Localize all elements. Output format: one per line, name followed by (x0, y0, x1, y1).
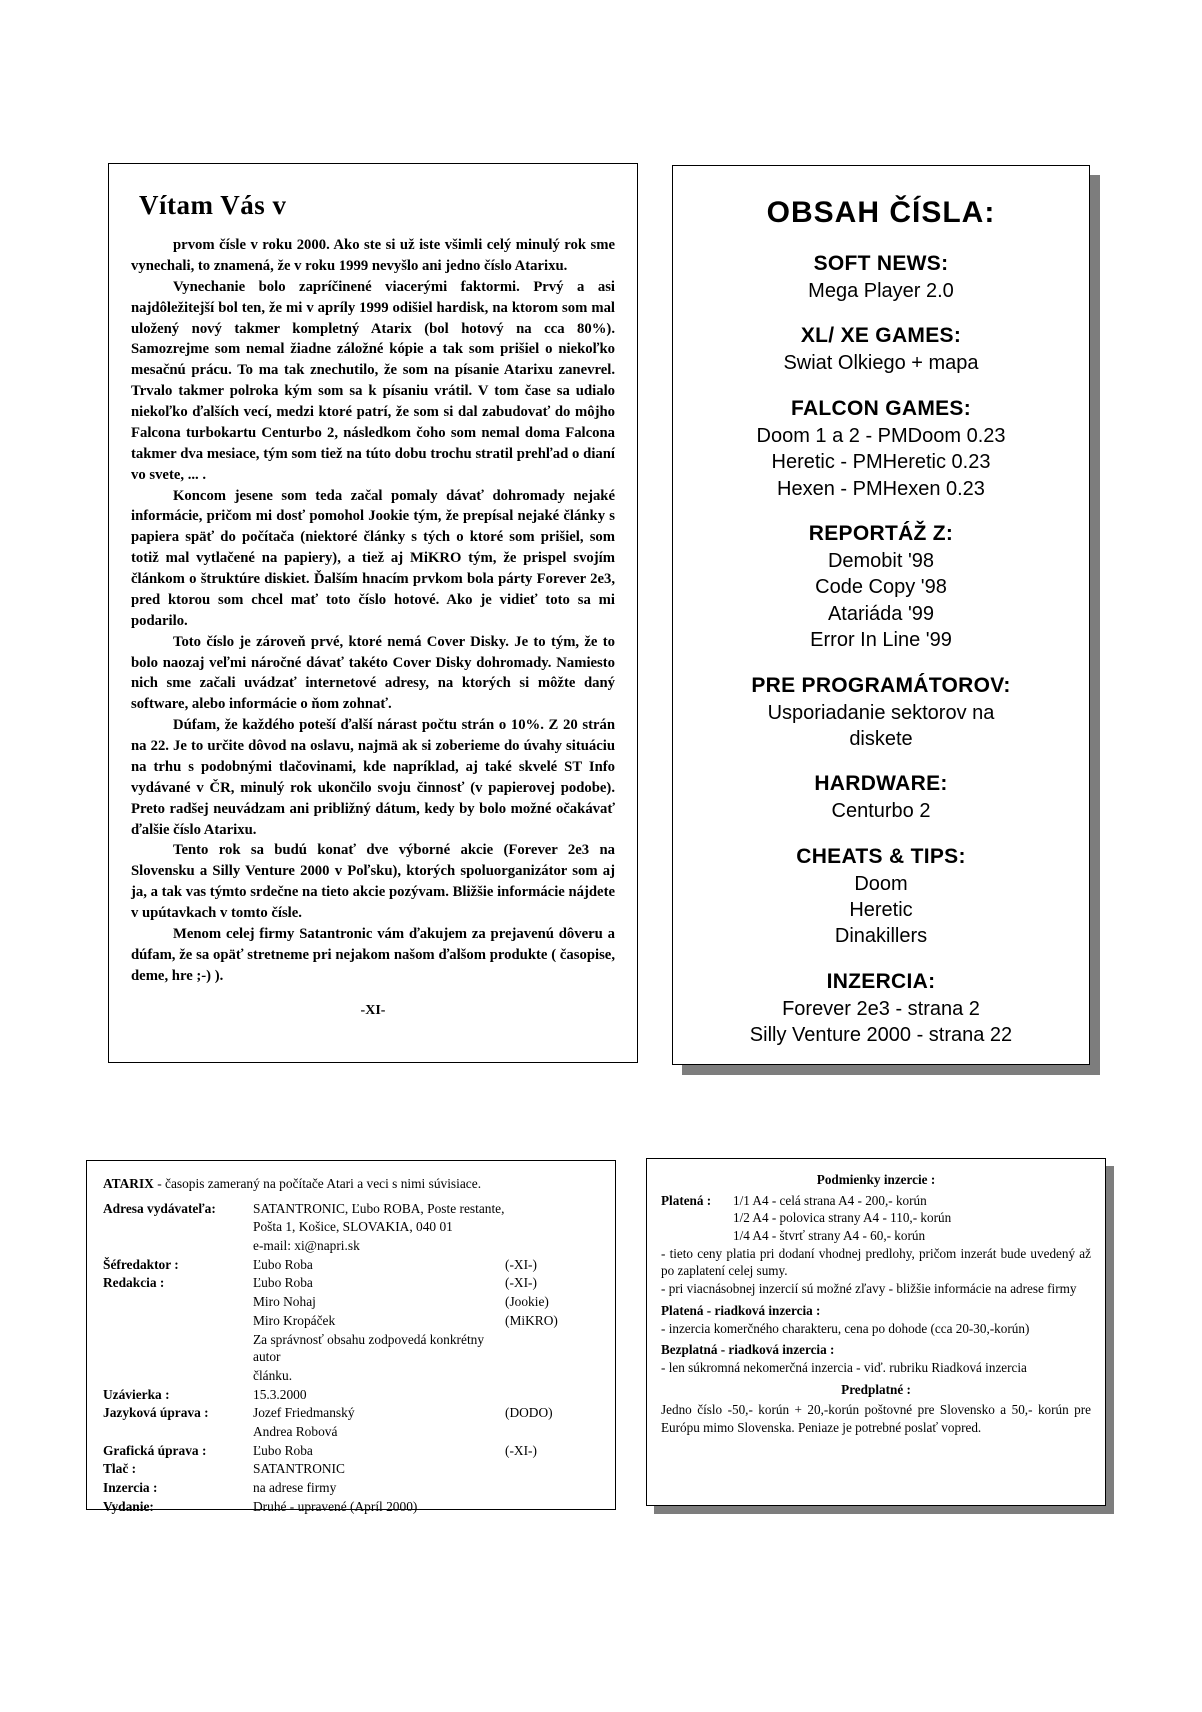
contents-entry[interactable]: Dinakillers (834, 925, 928, 948)
imprint-row-tag: (Jookie) (505, 1294, 549, 1310)
contents-entry[interactable]: Atariáda '99 (827, 602, 935, 625)
contents-entry[interactable]: Code Copy '98 (815, 576, 947, 599)
imprint-row-label: Uzávierka : (103, 1386, 170, 1402)
contents-entry[interactable]: Usporiadanie sektorov na (767, 701, 995, 724)
imprint-rows (103, 1200, 601, 1516)
ads-paid-item: 1/4 A4 - štvrť strany A4 - 60,- korún (733, 1228, 926, 1244)
imprint-intro (103, 1175, 601, 1193)
contents-entry[interactable]: Silly Venture 2000 - strana 22 (749, 1024, 1013, 1047)
contents-title: OBSAH ČÍSLA: (766, 196, 996, 229)
imprint-row-value: 15.3.2000 (253, 1386, 307, 1402)
ads-paid-item: 1/2 A4 - polovica strany A4 - 110,- korún (733, 1210, 952, 1226)
imprint-row-value: Jozef Friedmanský (253, 1405, 355, 1421)
imprint-row-label: Vydanie: (103, 1498, 154, 1514)
contents-section-heading: FALCON GAMES: (790, 396, 972, 420)
imprint-row (103, 1479, 601, 1497)
ads-paid-row (661, 1192, 1091, 1210)
imprint-row-value: Ľubo Roba (253, 1275, 313, 1291)
ads-subscription-head: Predplatné : (841, 1381, 911, 1397)
imprint-row-value: Miro Nohaj (253, 1294, 316, 1310)
contents-entry[interactable]: Centurbo 2 (831, 800, 931, 823)
editorial-paragraph: Menom celej firmy Satantronic vám ďakujem za prejavenú dôveru a dúfam, že sa opäť stretneme pri nejakom našom ďalšom produkte ( časopise, deme, hre ;-) ). (131, 925, 615, 984)
imprint-row (103, 1423, 601, 1441)
contents-section (683, 252, 1079, 304)
imprint-row-label: Adresa vydávateľa: (103, 1200, 216, 1216)
contents-entry[interactable]: Demobit '98 (827, 549, 935, 572)
imprint-row-tag (505, 1200, 601, 1218)
contents-section-heading: HARDWARE: (814, 772, 948, 796)
imprint-row-label (103, 1312, 253, 1330)
editorial-paragraph: Dúfam, že každého poteší ďalší nárast počtu strán o 10%. Z 20 strán na 22. Je to určite dôvod na oslavu, najmä ak si zoberieme do úvahy situáciu na trhu s podobnými tlačovinami, kde napríklad, aj také skvelé ST Info vydávané v ČR, minulý rok ukončilo svoju činnosť (v papierovej podobe). Preto radšej neuvádzam ani približný dátum, kedy by bolo možné očakávať ďalšie číslo Atarixu. (131, 717, 615, 838)
ads-subscription-text: Jedno číslo -50,- korún + 20,-korún poštovné pre Slovensko a 50,- korún pre Európu mimo Slovenska. Peniaze je potrebné poslať vopred. (661, 1402, 1091, 1435)
imprint-row-label: Šéfredaktor : (103, 1256, 179, 1272)
contents-entry[interactable]: Forever 2e3 - strana 2 (782, 997, 980, 1020)
editorial-paragraph: Toto číslo je zároveň prvé, ktoré nemá Cover Disky. Je to tým, že to bolo naozaj veľmi náročné dávať takéto Cover Disky dohromady. Namiesto nich sme začali uvádzať internetové adresy, na ktorých si môžte daný software, alebo informácie o ňom zohnať. (131, 633, 615, 713)
contents-section-heading: INZERCIA: (826, 969, 936, 993)
imprint-row-value: SATANTRONIC (253, 1461, 345, 1477)
imprint-row-value: Andrea Robová (253, 1423, 338, 1439)
imprint-row (103, 1498, 601, 1516)
contents-section (683, 522, 1079, 654)
imprint-row-label: Tlač : (103, 1461, 137, 1477)
contents-entry[interactable]: Hexen - PMHexen 0.23 (777, 477, 985, 500)
imprint-row-label: Jazyková úprava : (103, 1405, 209, 1421)
imprint-row-label (103, 1293, 253, 1311)
imprint-row (103, 1218, 601, 1236)
contents-panel (672, 165, 1090, 1065)
imprint-row-value: Druhé - upravené (Apríl 2000) (253, 1498, 418, 1514)
imprint-row (103, 1237, 601, 1255)
contents-section-heading: XL/ XE GAMES: (800, 324, 962, 348)
imprint-row (103, 1331, 601, 1366)
ads-paid-line-text: - inzercia komerčného charakteru, cena po dohode (cca 20-30,-korún) (661, 1320, 1030, 1336)
contents-section-heading: CHEATS & TIPS: (796, 844, 966, 868)
imprint-row-tag (505, 1498, 601, 1516)
imprint-row (103, 1386, 601, 1404)
imprint-row (103, 1256, 601, 1274)
contents-section (683, 674, 1079, 753)
contents-section-heading: PRE PROGRAMÁTOROV: (751, 673, 1011, 697)
ads-paid-label: Platená : (661, 1192, 712, 1208)
contents-entry[interactable]: Doom (854, 872, 908, 895)
ads-title: Podmienky inzercie : (816, 1172, 936, 1187)
imprint-row-label (103, 1331, 253, 1366)
imprint-row-value: SATANTRONIC, Ľubo ROBA, Poste restante, (253, 1200, 505, 1216)
contents-entry[interactable]: Heretic (849, 899, 913, 922)
ads-paid-line-head: Platená - riadková inzercia : (661, 1302, 821, 1318)
imprint-row-label (103, 1423, 253, 1441)
page-number: -XI- (360, 1002, 386, 1018)
imprint-row-tag (505, 1479, 601, 1497)
imprint-row (103, 1293, 601, 1311)
editorial-paragraph: Tento rok sa budú konať dve výborné akcie (Forever 2e3 na Slovensku a Silly Venture 2000 v Poľsku), ktorých spoluorganizátor som aj ja, a tak vas týmto srdečne na tieto akcie pozývam. Bližšie informácie nájdete v upútavkach v tomto čísle. (131, 842, 615, 921)
imprint-row-tag: (-XI-) (505, 1442, 537, 1458)
imprint-row-tag (505, 1218, 601, 1236)
imprint-row-value: Ľubo Roba (253, 1442, 313, 1458)
contents-entry[interactable]: Mega Player 2.0 (808, 280, 954, 302)
contents-entry[interactable]: Error In Line '99 (810, 629, 952, 652)
imprint-row-label: Grafická úprava : (103, 1442, 207, 1458)
imprint-row-value: článku. (253, 1367, 293, 1383)
imprint-row (103, 1460, 601, 1478)
contents-sections (683, 252, 1079, 1049)
imprint-row (103, 1442, 601, 1460)
editorial-paragraph: Koncom jesene som teda začal pomaly dávať dohromady nejaké informácie, pričom mi dosť pomohol Jookie tým, že prepísal nejaké články s papiera späť do počítača (niektoré články s tých o ktoré som prišiel, som totiž mal vytlačené na papiery), a tiež aj MiKRO tým, že prispel svojím článkom o štruktúre diskiet. Ďalším hnacím prvkom bola párty Forever 2e3, pred ktorou som chcel mať toto číslo hotové. Ako je vidieť toto sa mi podarilo. (131, 487, 615, 629)
imprint-row-label: Redakcia : (103, 1275, 165, 1291)
contents-entry[interactable]: Swiat Olkiego + mapa (783, 352, 979, 375)
imprint-row-label (103, 1367, 253, 1385)
imprint-row-tag (505, 1367, 601, 1385)
contents-section-heading: REPORTÁŽ Z: (808, 521, 954, 545)
imprint-intro-text: - časopis zameraný na počítače Atari a veci s nimi súvisiace. (153, 1176, 482, 1191)
imprint-row-label (103, 1237, 253, 1255)
ads-paid-item: 1/1 A4 - celá strana A4 - 200,- korún (733, 1192, 927, 1208)
imprint-row-tag (505, 1237, 601, 1255)
contents-section (683, 324, 1079, 376)
imprint-row-value: Pošta 1, Košice, SLOVAKIA, 040 01 (253, 1219, 453, 1235)
imprint-row-value: Miro Kropáček (253, 1312, 336, 1328)
editorial-paragraph: Vynechanie bolo zapríčinené viacerými faktormi. Prvý a asi najdôležitejší bol ten, že mi v apríly 1999 odišiel hardisk, na ktorom som mal uložený nový takmer kompletný Atarix (bol hotový na cca 80%). Samozrejme som nemal žiadne záložné kópie a tak som prišiel o niekoľko mesačnú prácu. To ma tak znechutilo, že som na písanie Atarixu zanevrel. Trvalo takmer polroka kým som sa k písaniu vrátil. V tom čase sa udialo niekoľko ďalších vecí, medzi ktoré patrí, že som si dal zabudovať do môjho Falcona turbokartu Centurbo 2, následkom čoho som nemal doma Falcona takmer dva mesiace, tým som tiež na túto dobu trochu stratil prehľad o dianí vo svete, ... . (131, 278, 615, 483)
imprint-row (103, 1367, 601, 1385)
contents-section (683, 772, 1079, 824)
ads-panel (646, 1158, 1106, 1506)
contents-section (683, 845, 1079, 950)
imprint-row-tag (505, 1331, 601, 1366)
magazine-name: ATARIX (103, 1176, 154, 1191)
imprint-row-tag: (-XI-) (505, 1256, 537, 1272)
imprint-row-tag (505, 1460, 601, 1478)
ads-note: - tieto ceny platia pri dodaní vhodnej predlohy, pričom inzerát bude uvedený až po zaplatení celej sumy. (661, 1245, 1091, 1279)
contents-section-heading: SOFT NEWS: (813, 252, 949, 275)
imprint-row-value: Za správnosť obsahu zodpovedá konkrétny autor (253, 1331, 485, 1365)
imprint-row-label: Inzercia : (103, 1480, 158, 1495)
imprint-row-value: na adrese firmy (253, 1480, 337, 1495)
editorial-panel (108, 163, 638, 1063)
imprint-row (103, 1404, 601, 1422)
ads-free-line-text: - len súkromná nekomerčná inzercia - viď. rubriku Riadková inzercia (661, 1359, 1027, 1375)
imprint-row (103, 1274, 601, 1292)
imprint-row (103, 1200, 601, 1218)
imprint-row-tag (505, 1423, 601, 1441)
ads-note: - pri viacnásobnej inzercií sú možné zľavy - bližšie informácie na adrese firmy (661, 1281, 1077, 1297)
imprint-row-tag (505, 1386, 601, 1404)
editorial-paragraph: prvom čísle v roku 2000. Ako ste si už iste všimli celý minulý rok sme vynechali, to znamená, že v roku 1999 nevyšlo ani jedno číslo Atarixu. (131, 237, 615, 274)
contents-section (683, 397, 1079, 502)
imprint-panel (86, 1160, 616, 1514)
editorial-title: Vítam Vás v (139, 190, 287, 220)
imprint-row-label (103, 1218, 253, 1236)
imprint-row (103, 1312, 601, 1330)
contents-entry[interactable]: Doom 1 a 2 - PMDoom 0.23 (756, 424, 1006, 447)
ads-free-line-head: Bezplatná - riadková inzercia : (661, 1342, 835, 1358)
imprint-row-value: e-mail: xi@napri.sk (253, 1238, 360, 1254)
imprint-row-tag: (-XI-) (505, 1275, 537, 1291)
imprint-row-value: Ľubo Roba (253, 1256, 313, 1272)
contents-entry[interactable]: Heretic - PMHeretic 0.23 (771, 451, 991, 474)
imprint-row-tag: (MiKRO) (505, 1312, 558, 1328)
imprint-row-tag: (DODO) (505, 1405, 553, 1421)
contents-entry[interactable]: diskete (849, 727, 913, 750)
contents-section (683, 970, 1079, 1049)
